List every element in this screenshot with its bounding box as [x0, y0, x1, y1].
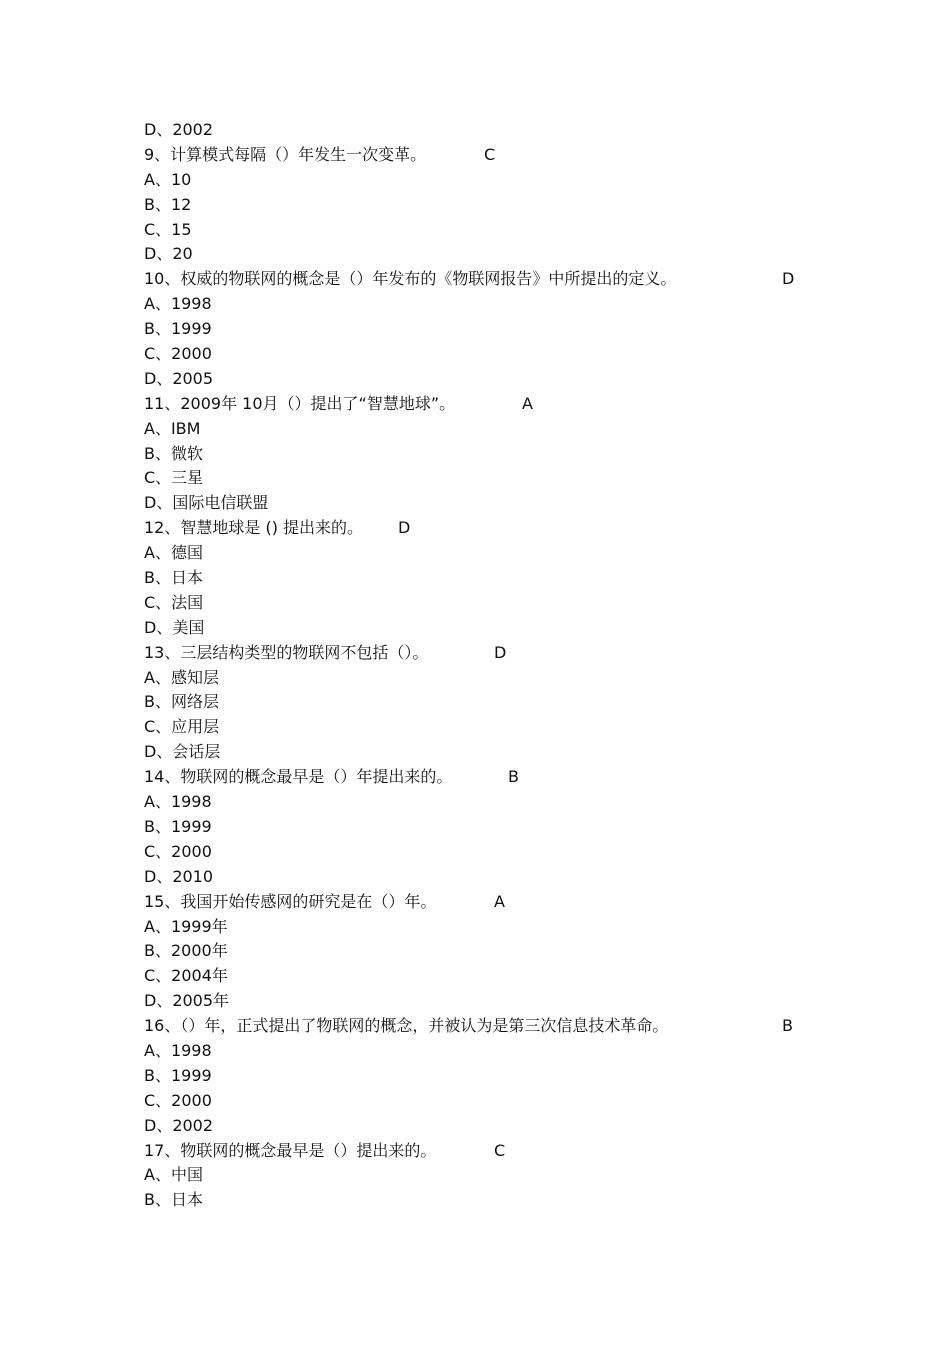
option-text: A、德国 — [144, 543, 203, 563]
option-text: B、网络层 — [144, 692, 219, 712]
option-text: B、1999 — [144, 1065, 212, 1085]
option-line — [144, 815, 824, 840]
option-line — [144, 1163, 824, 1188]
option-text: D、会话层 — [144, 742, 221, 762]
question-text: 11、2009年 10月（）提出了“智慧地球”。 — [144, 393, 456, 413]
option-line — [144, 1089, 824, 1114]
option-line — [144, 491, 824, 516]
option-text: D、2002 — [144, 120, 214, 139]
option-line — [144, 740, 824, 765]
option-text: D、2002 — [144, 1115, 214, 1135]
option-line — [144, 118, 824, 143]
question-line — [144, 143, 824, 168]
option-line — [144, 417, 824, 442]
option-text: C、三星 — [144, 468, 204, 488]
option-text: B、12 — [144, 194, 192, 214]
option-line — [144, 939, 824, 964]
option-text: D、2005 — [144, 368, 214, 388]
option-line — [144, 591, 824, 616]
option-text: C、15 — [144, 219, 192, 239]
option-text: A、1998 — [144, 792, 212, 812]
option-line — [144, 342, 824, 367]
option-text: B、日本 — [144, 568, 203, 588]
question-line — [144, 267, 824, 292]
option-text: A、IBM — [144, 418, 201, 438]
question-text: 13、三层结构类型的物联网不包括（）。 — [144, 642, 429, 662]
option-line — [144, 790, 824, 815]
question-text: 14、物联网的概念最早是（）年提出来的。 — [144, 767, 453, 787]
option-text: A、1998 — [144, 294, 212, 314]
option-line — [144, 690, 824, 715]
option-text: B、2000年 — [144, 941, 228, 961]
question-line — [144, 1139, 824, 1164]
option-line — [144, 1064, 824, 1089]
option-text: C、2000 — [144, 841, 212, 861]
question-text: 16、（）年，正式提出了物联网的概念，并被认为是第三次信息技术革命。 — [144, 1016, 669, 1036]
option-text: D、20 — [144, 244, 193, 264]
option-text: C、2000 — [144, 344, 212, 364]
option-line — [144, 242, 824, 267]
option-line — [144, 367, 824, 392]
question-text: 15、我国开始传感网的研究是在（）年。 — [144, 891, 437, 911]
answer-letter: A — [522, 393, 533, 413]
option-line — [144, 989, 824, 1014]
answer-letter: B — [508, 767, 519, 787]
question-line — [144, 1014, 824, 1039]
answer-letter: D — [782, 269, 795, 289]
answer-letter: B — [782, 1016, 793, 1036]
option-text: D、2005年 — [144, 991, 230, 1011]
option-text: A、10 — [144, 169, 192, 189]
option-line — [144, 292, 824, 317]
option-line — [144, 193, 824, 218]
question-text: 17、物联网的概念最早是（）提出来的。 — [144, 1140, 437, 1160]
option-text: B、1999 — [144, 816, 212, 836]
option-line — [144, 1188, 824, 1213]
question-line — [144, 765, 824, 790]
option-line — [144, 666, 824, 691]
option-text: A、1998 — [144, 1040, 212, 1060]
question-list — [144, 118, 824, 1213]
question-text: 9、计算模式每隔（）年发生一次变革。 — [144, 144, 427, 164]
option-text: D、2010 — [144, 866, 214, 886]
option-line — [144, 865, 824, 890]
option-text: C、2004年 — [144, 966, 228, 986]
option-line — [144, 541, 824, 566]
answer-letter: A — [494, 891, 505, 911]
option-line — [144, 840, 824, 865]
answer-letter: D — [398, 518, 411, 538]
question-line — [144, 392, 824, 417]
option-line — [144, 1114, 824, 1139]
option-line — [144, 616, 824, 641]
question-line — [144, 516, 824, 541]
option-text: B、1999 — [144, 319, 212, 339]
option-text: B、微软 — [144, 443, 203, 463]
option-line — [144, 1039, 824, 1064]
option-line — [144, 715, 824, 740]
option-text: A、1999年 — [144, 916, 228, 936]
option-line — [144, 218, 824, 243]
option-text: A、中国 — [144, 1165, 203, 1185]
option-text: C、应用层 — [144, 717, 220, 737]
option-text: C、2000 — [144, 1090, 212, 1110]
option-text: D、国际电信联盟 — [144, 493, 269, 513]
question-text: 12、智慧地球是 () 提出来的。 — [144, 518, 364, 538]
option-text: C、法国 — [144, 592, 204, 612]
option-text: A、感知层 — [144, 667, 219, 687]
answer-letter: C — [484, 144, 496, 164]
question-line — [144, 890, 824, 915]
question-text: 10、权威的物联网的概念是（）年发布的《物联网报告》中所提出的定义。 — [144, 269, 677, 289]
option-text: B、日本 — [144, 1190, 203, 1210]
option-line — [144, 442, 824, 467]
option-line — [144, 566, 824, 591]
option-line — [144, 964, 824, 989]
question-line — [144, 641, 824, 666]
option-line — [144, 317, 824, 342]
option-text: D、美国 — [144, 617, 205, 637]
option-line — [144, 168, 824, 193]
option-line — [144, 915, 824, 940]
answer-letter: C — [494, 1140, 506, 1160]
answer-letter: D — [494, 642, 507, 662]
option-line — [144, 466, 824, 491]
